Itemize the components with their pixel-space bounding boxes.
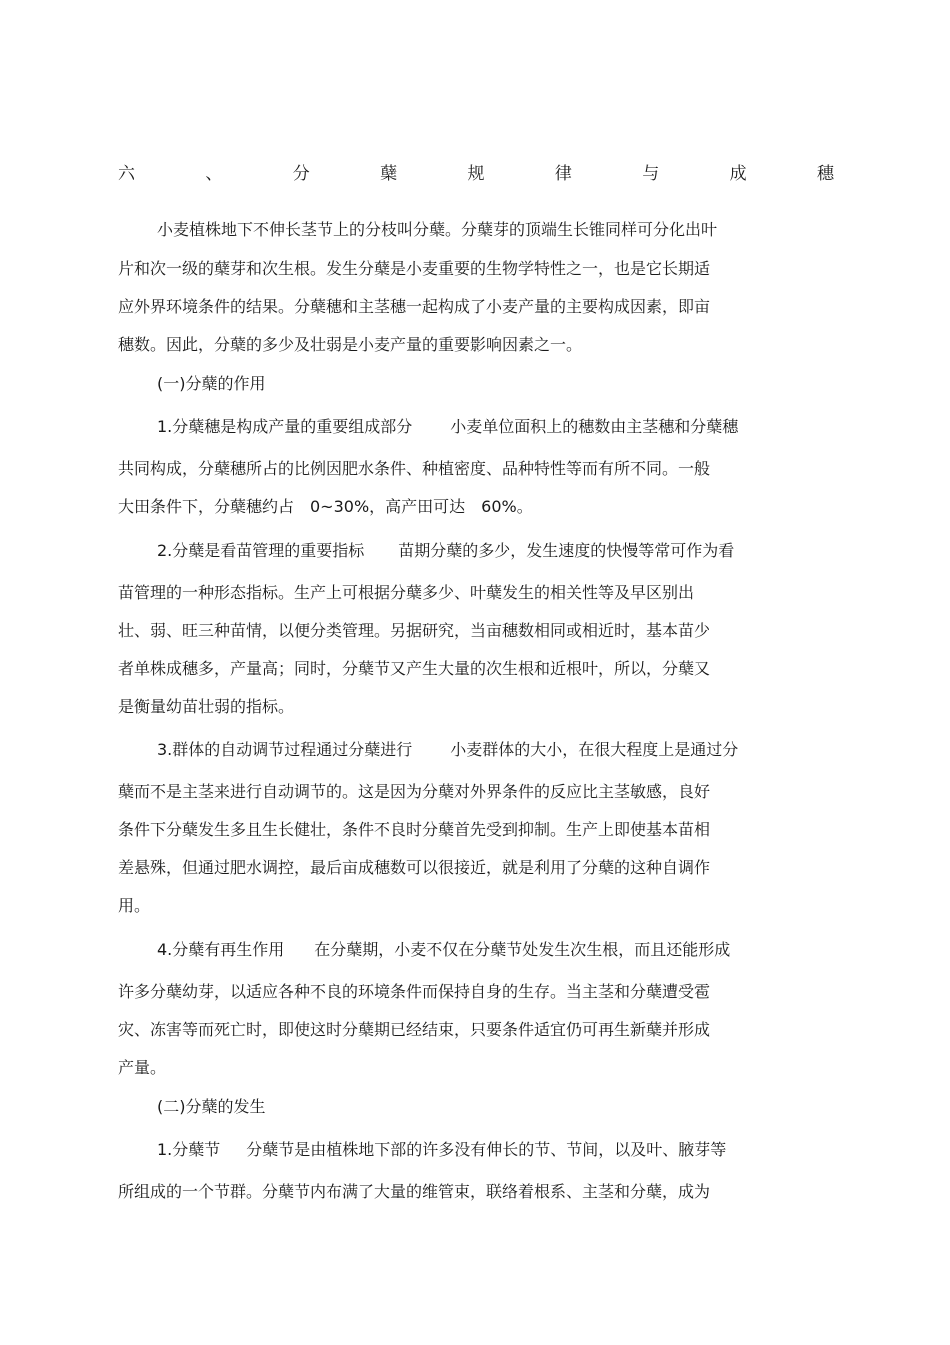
title-char: 律: [554, 163, 572, 184]
text-line: 苗管理的一种形态指标。生产上可根据分蘖多少、叶蘖发生的相关性等及早区别出: [118, 583, 695, 602]
subheading: (二)分蘖的发生: [157, 1097, 266, 1116]
title-char: 分: [292, 163, 310, 184]
subheading: (一)分蘖的作用: [157, 374, 266, 393]
text-line: 灾、冻害等而死亡时，即使这时分蘖期已经结束，只要条件适宜仍可再生新蘖并形成: [118, 1020, 711, 1039]
headed-line: [157, 940, 730, 960]
item-head: 2.分蘖是看苗管理的重要指标: [157, 541, 365, 560]
text-line: 蘖而不是主茎来进行自动调节的。这是因为分蘖对外界条件的反应比主茎敏感，良好: [118, 782, 711, 801]
item-text: 小麦群体的大小，在很大程度上是通过分: [450, 740, 739, 759]
text-line: 用。: [118, 896, 151, 915]
item-head: 4.分蘖有再生作用: [157, 940, 285, 959]
title-char: 规: [467, 163, 485, 184]
title-char: 与: [642, 163, 660, 184]
item-text: 分蘖节是由植株地下部的许多没有伸长的节、节间，以及叶、腋芽等: [246, 1140, 727, 1159]
text-line: 壮、弱、旺三种苗情，以便分类管理。另据研究，当亩穗数相同或相近时，基本苗少: [118, 621, 711, 640]
headed-line: [157, 1140, 726, 1160]
item-head: 1.分蘖节: [157, 1140, 221, 1159]
headed-line: [157, 417, 738, 437]
text-line: 产量。: [118, 1058, 167, 1077]
text-line: 所组成的一个节群。分蘖节内布满了大量的维管束，联络着根系、主茎和分蘖，成为: [118, 1182, 711, 1201]
title-char: 、: [205, 163, 223, 184]
text-line: 是衡量幼苗壮弱的指标。: [118, 697, 295, 716]
text-line: 者单株成穗多，产量高；同时，分蘖节又产生大量的次生根和近根叶，所以，分蘖又: [118, 659, 711, 678]
title-char: 穗: [817, 163, 834, 184]
section-title: [118, 158, 834, 184]
headed-line: [157, 541, 734, 561]
text-line: 条件下分蘖发生多且生长健壮，条件不良时分蘖首先受到抑制。生产上即使基本苗相: [118, 820, 711, 839]
item-text: 苗期分蘖的多少，发生速度的快慢等常可作为看: [398, 541, 735, 560]
item-head: 3.群体的自动调节过程通过分蘖进行: [157, 740, 413, 759]
item-text: 小麦单位面积上的穗数由主茎穗和分蘖穗: [450, 417, 739, 436]
headed-line: [157, 740, 738, 760]
title-char: 成: [729, 163, 747, 184]
text-line: 许多分蘖幼芽，以适应各种不良的环境条件而保持自身的生存。当主茎和分蘖遭受雹: [118, 982, 711, 1001]
item-head: 1.分蘖穗是构成产量的重要组成部分: [157, 417, 413, 436]
text-line: 应外界环境条件的结果。分蘖穗和主茎穗一起构成了小麦产量的主要构成因素，即亩: [118, 297, 711, 316]
item-text: 在分蘖期，小麦不仅在分蘖节处发生次生根，而且还能形成: [314, 940, 731, 959]
text-line: 小麦植株地下不伸长茎节上的分枝叫分蘖。分蘖芽的顶端生长锥同样可分化出叶: [157, 220, 718, 239]
text-line: 差悬殊，但通过肥水调控，最后亩成穗数可以很接近，就是利用了分蘖的这种自调作: [118, 858, 711, 877]
text-line: 共同构成，分蘖穗所占的比例因肥水条件、种植密度、品种特性等而有所不同。一般: [118, 459, 711, 478]
text-line: 穗数。因此，分蘖的多少及壮弱是小麦产量的重要影响因素之一。: [118, 335, 583, 354]
text-line: 大田条件下，分蘖穗约占 0~30%，高产田可达 60%。: [118, 497, 533, 516]
text-line: 片和次一级的蘖芽和次生根。发生分蘖是小麦重要的生物学特性之一，也是它长期适: [118, 259, 711, 278]
title-char: 六: [118, 163, 135, 184]
title-char: 蘖: [380, 163, 398, 184]
